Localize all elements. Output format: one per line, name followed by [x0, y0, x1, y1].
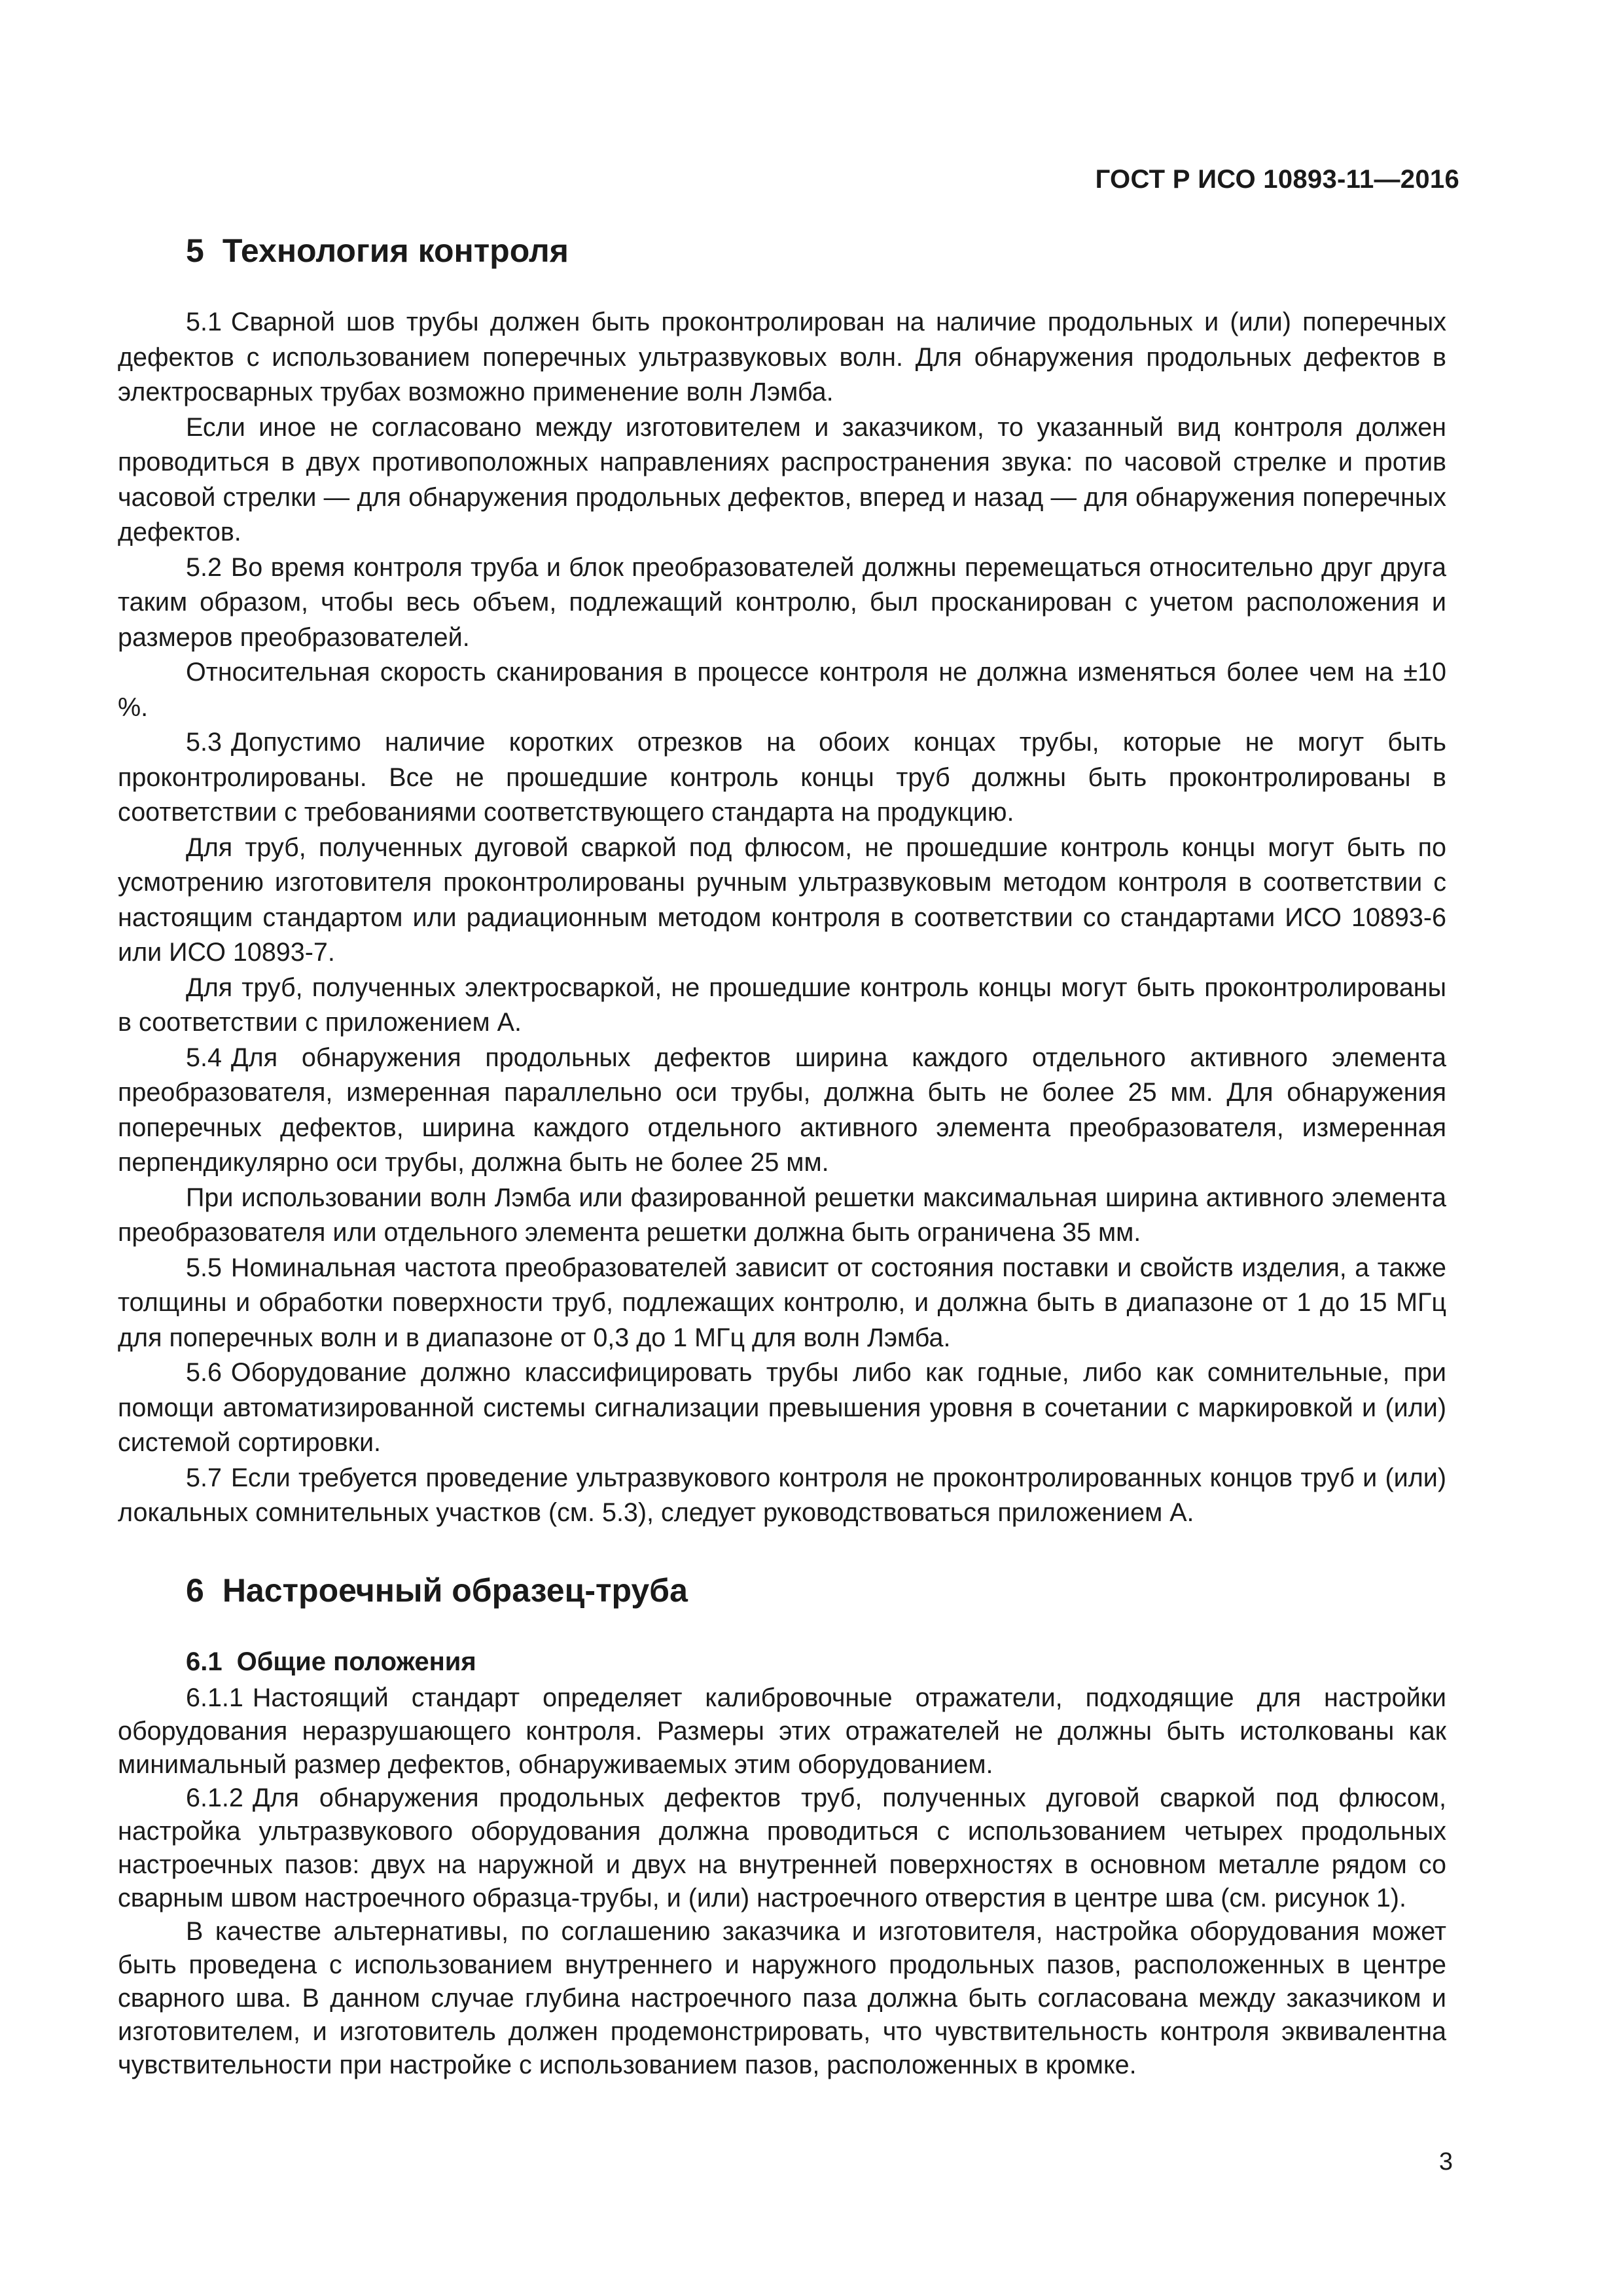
paragraph: [118, 655, 1446, 725]
section-number: 6: [186, 1571, 204, 1609]
section-title-text: Технология контроля: [222, 232, 569, 269]
paragraph-number: 5.6: [186, 1358, 222, 1387]
paragraph-text: Допустимо наличие коротких отрезков на обоих концах трубы, которые не могут быть проконтролированы. Все не прошедшие контроль концы труб должны быть проконтролированы в соответствии с требованиями соответствующего стандарта на продукцию.: [118, 728, 1446, 827]
paragraph: [118, 971, 1446, 1041]
document-header-id: ГОСТ Р ИСО 10893-11—2016: [1095, 165, 1459, 194]
paragraph-number: 5.4: [186, 1043, 222, 1072]
paragraph-5-3: [118, 725, 1446, 831]
paragraph: [118, 1181, 1446, 1251]
paragraph-number: 5.7: [186, 1463, 222, 1492]
section-6-heading: [118, 1569, 1446, 1612]
section-title-text: Настроечный образец-труба: [222, 1571, 688, 1609]
paragraph-text: Сварной шов трубы должен быть проконтролирован на наличие продольных и (или) поперечных дефектов с использованием поперечных ультразвуковых волн. Для обнаружения продольных дефектов в электросварных трубах возможно применение волн Лэмба.: [118, 308, 1446, 406]
paragraph-5-5: [118, 1251, 1446, 1356]
paragraph-5-4: [118, 1041, 1446, 1181]
section-5-body: [118, 305, 1446, 1531]
paragraph-6-1-1: [118, 1681, 1446, 1782]
paragraph-number: 5.3: [186, 728, 222, 757]
paragraph-text: При использовании волн Лэмба или фазированной решетки максимальная ширина активного элемента преобразователя или отдельного элемента решетки должна быть ограничена 35 мм.: [118, 1183, 1446, 1247]
section-6-body: [118, 1681, 1446, 2082]
section-5-heading: [118, 229, 1446, 272]
paragraph-text: Если требуется проведение ультразвукового контроля не проконтролированных концов труб и (или) локальных сомнительных участков (см. 5.3), следует руководствоваться приложением А.: [118, 1463, 1446, 1527]
page-number: 3: [1438, 2148, 1453, 2176]
paragraph-text: Если иное не согласовано между изготовителем и заказчиком, то указанный вид контроля должен проводиться в двух противоположных направлениях распространения звука: по часовой стрелке и против часовой стрелки — для обнаружения продольных дефектов, вперед и назад — для обнаружения поперечных дефектов.: [118, 412, 1446, 547]
paragraph-text: Для обнаружения продольных дефектов труб, полученных дуговой сваркой под флюсом, настройка ультразвукового оборудования должна проводиться с использованием четырех продольных настроечных пазов: двух на наружной и двух на внутренней поверхностях в основном металле рядом со сварным швом настроечного образца-трубы, и (или) настроечного отверстия в центре шва (см. рисунок 1).: [118, 1783, 1446, 1912]
paragraph-5-7: [118, 1461, 1446, 1531]
paragraph-5-2: [118, 550, 1446, 656]
paragraph-text: Относительная скорость сканирования в процессе контроля не должна изменяться более чем на ±10 %.: [118, 658, 1446, 722]
paragraph-5-6: [118, 1355, 1446, 1461]
paragraph-5-1: [118, 305, 1446, 410]
paragraph-text: Во время контроля труба и блок преобразователей должны перемещаться относительно друг друга таким образом, чтобы весь объем, подлежащий контролю, был просканирован с учетом расположения и размеров преобразователей.: [118, 552, 1446, 652]
paragraph: [118, 831, 1446, 971]
paragraph-6-1-2: [118, 1782, 1446, 1915]
subsection-title-text: Общие положения: [236, 1647, 476, 1676]
paragraph-number: 5.2: [186, 552, 222, 582]
section-number: 5: [186, 232, 204, 269]
document-body: [118, 229, 1446, 2082]
paragraph-text: Для труб, полученных дуговой сваркой под флюсом, не прошедшие контроль концы могут быть по усмотрению изготовителя проконтролированы ручным ультразвуковым методом контроля в соответствии с настоящим стандартом или радиационным методом контроля в соответствии со стандартами ИСО 10893-6 или ИСО 10893-7.: [118, 833, 1446, 967]
subsection-number: 6.1: [186, 1647, 223, 1676]
paragraph: [118, 410, 1446, 550]
paragraph-text: Номинальная частота преобразователей зависит от состояния поставки и свойств изделия, а также толщины и обработки поверхности труб, подлежащих контролю, и должна быть в диапазоне от 1 до 15 МГц для поперечных волн и в диапазоне от 0,3 до 1 МГц для волн Лэмба.: [118, 1253, 1446, 1352]
paragraph-number: 5.5: [186, 1253, 222, 1282]
paragraph-number: 5.1: [186, 308, 222, 336]
paragraph-text: Для обнаружения продольных дефектов ширина каждого отдельного активного элемента преобразователя, измеренная параллельно оси трубы, должна быть не более 25 мм. Для обнаружения поперечных дефектов, ширина каждого отдельного активного элемента преобразователя, измеренная перпендикулярно оси трубы, должна быть не более 25 мм.: [118, 1043, 1446, 1177]
subsection-6-1-heading: [118, 1645, 1446, 1679]
paragraph-text: Оборудование должно классифицировать трубы либо как годные, либо как сомнительные, при помощи автоматизированной системы сигнализации превышения уровня в сочетании с маркировкой и (или) системой сортировки.: [118, 1358, 1446, 1457]
paragraph-text: В качестве альтернативы, по соглашению заказчика и изготовителя, настройка оборудования может быть проведена с использованием внутреннего и наружного продольных пазов, расположенных в центре сварного шва. В данном случае глубина настроечного паза должна быть согласована между заказчиком и изготовителем, и изготовитель должен продемонстрировать, что чувствительность контроля эквивалентна чувствительности при настройке с использованием пазов, расположенных в кромке.: [118, 1916, 1446, 2079]
paragraph-number: 6.1.2: [186, 1783, 243, 1812]
paragraph-text: Для труб, полученных электросваркой, не прошедшие контроль концы могут быть проконтролированы в соответствии с приложением А.: [118, 973, 1446, 1037]
paragraph-number: 6.1.1: [186, 1683, 243, 1712]
paragraph: [118, 1915, 1446, 2082]
paragraph-text: Настоящий стандарт определяет калибровочные отражатели, подходящие для настройки оборудования неразрушающего контроля. Размеры этих отражателей не должны быть истолкованы как минимальный размер дефектов, обнаруживаемых этим оборудованием.: [118, 1683, 1446, 1779]
